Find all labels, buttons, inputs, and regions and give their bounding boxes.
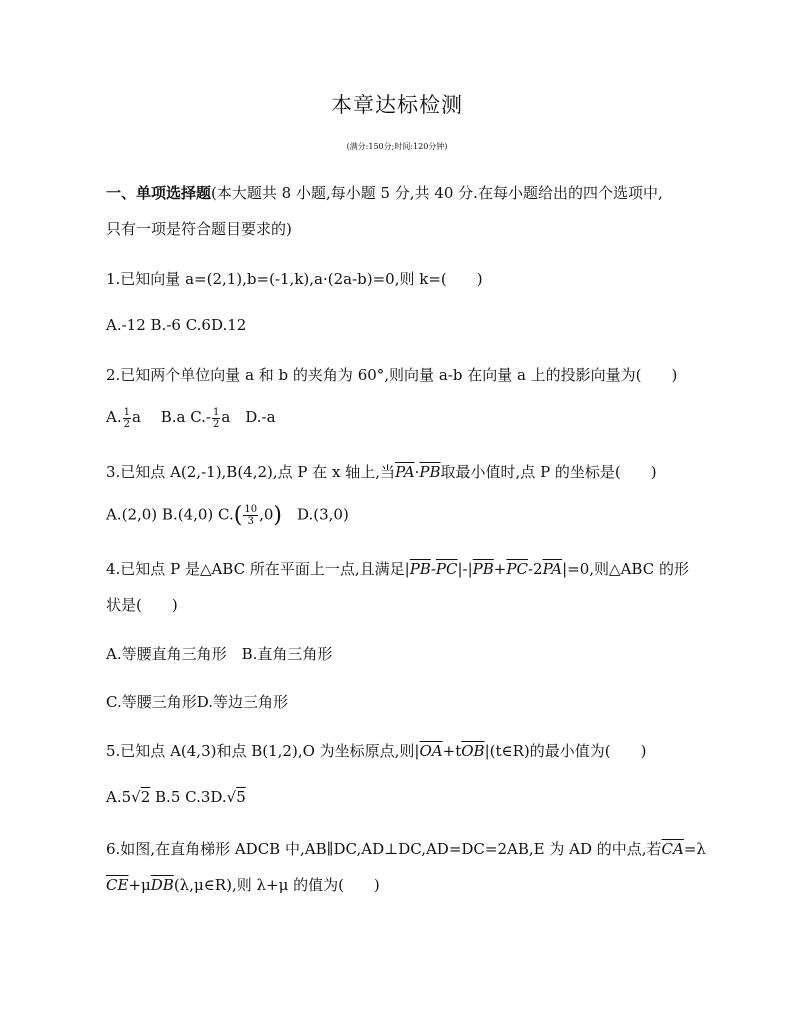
vector-pb: $\overline{PB}$ bbox=[472, 560, 494, 578]
fraction bbox=[243, 504, 258, 527]
fraction-numerator: 10 bbox=[244, 504, 258, 515]
open-paren: ( bbox=[233, 503, 243, 528]
vector-pc: $\overline{PC}$ bbox=[435, 560, 458, 578]
q6-stem-pre: 6.如图,在直角梯形 ADCB 中,AB∥DC,AD⊥DC,AD=DC=2AB,E 为 AD 的中点,若 bbox=[106, 840, 662, 858]
page-title: 本章达标检测 bbox=[331, 93, 463, 117]
dot-operator: · bbox=[414, 463, 420, 481]
vector-db: $\overline{DB}$ bbox=[150, 876, 174, 894]
section-intro-cont: 只有一项是符合题目要求的) bbox=[106, 220, 292, 238]
q5-opt-mid: B.5 C.3D. bbox=[150, 788, 227, 806]
vector-ce: $\overline{CE}$ bbox=[106, 876, 129, 894]
plus-t: +t bbox=[442, 742, 462, 760]
q2-opt-d: a D.-a bbox=[221, 408, 276, 426]
question-4-options-2: C.等腰三角形D.等边三角形 bbox=[106, 693, 288, 711]
sqrt-symbol: √ bbox=[226, 788, 237, 806]
fraction-numerator: 1 bbox=[123, 406, 130, 418]
question-4-stem bbox=[106, 558, 689, 579]
question-1-stem: 1.已知向量 a=(2,1),b=(-1,k),a·(2a-b)=0,则 k=( ) bbox=[106, 270, 483, 288]
question-5-stem bbox=[106, 740, 646, 761]
sqrt-symbol: √ bbox=[131, 788, 141, 806]
question-2-stem: 2.已知两个单位向量 a 和 b 的夹角为 60°,则向量 a-b 在向量 a 上的投影向量为( ) bbox=[106, 366, 678, 384]
minus-operator: - bbox=[430, 560, 436, 578]
q2-opt-b: a B.a C.- bbox=[131, 408, 211, 426]
minus-operator: -2 bbox=[527, 560, 543, 578]
q5-opt-a: A.5 bbox=[106, 788, 132, 806]
q3-stem-pre: 3.已知点 A(2,-1),B(4,2),点 P 在 x 轴上,当 bbox=[106, 463, 396, 481]
question-6-stem-cont bbox=[106, 874, 380, 895]
section-intro: (本大题共 8 小题,每小题 5 分,共 40 分.在每小题给出的四个选项中, bbox=[211, 184, 663, 202]
fraction-denominator: 3 bbox=[247, 516, 254, 527]
vector-pa: $\overline{PA}$ bbox=[395, 463, 415, 481]
vector-pb: $\overline{PB}$ bbox=[409, 560, 431, 578]
fraction-denominator: 2 bbox=[212, 418, 220, 430]
q5-stem-post: |(t∈R)的最小值为( ) bbox=[484, 742, 647, 760]
question-2-options bbox=[106, 406, 276, 430]
question-4-stem-cont: 状是( ) bbox=[106, 596, 178, 614]
vector-ca: $\overline{CA}$ bbox=[661, 840, 684, 858]
abs-separator: |-| bbox=[457, 560, 473, 578]
q3-opt-post: D.(3,0) bbox=[282, 505, 349, 524]
radicand: 5 bbox=[236, 788, 246, 806]
q3-opt-mid: ,0 bbox=[259, 505, 274, 524]
plus-operator: + bbox=[493, 560, 507, 578]
vector-pa: $\overline{PA}$ bbox=[542, 560, 563, 578]
q6-stem-post: (λ,μ∈R),则 λ+μ 的值为( ) bbox=[173, 876, 380, 894]
fraction-numerator: 1 bbox=[212, 406, 220, 418]
section-heading-line bbox=[106, 182, 663, 203]
q5-stem-pre: 5.已知点 A(4,3)和点 B(1,2),O 为坐标原点,则| bbox=[106, 742, 420, 760]
close-paren: ) bbox=[273, 503, 282, 528]
q3-opt-pre: A.(2,0) B.(4,0) C. bbox=[106, 505, 234, 524]
section-heading: 一、单项选择题 bbox=[106, 184, 212, 202]
fraction bbox=[212, 407, 220, 430]
q3-stem-post: 取最小值时,点 P 的坐标是( ) bbox=[440, 463, 657, 481]
q4-stem-post: |=0,则△ABC 的形 bbox=[562, 560, 689, 578]
q2-opt-a-prefix: A. bbox=[106, 408, 122, 426]
question-6-stem bbox=[106, 838, 706, 859]
question-3-stem bbox=[106, 461, 657, 482]
vector-ob: $\overline{OB}$ bbox=[461, 742, 485, 760]
question-1-options: A.-12 B.-6 C.6D.12 bbox=[106, 316, 247, 334]
question-5-options bbox=[106, 788, 246, 806]
question-4-options-1: A.等腰直角三角形 B.直角三角形 bbox=[106, 645, 333, 663]
exam-info: (满分:150分;时间:120分钟) bbox=[346, 142, 448, 151]
eq-lambda: =λ bbox=[683, 840, 706, 858]
question-3-options bbox=[106, 503, 349, 528]
vector-oa: $\overline{OA}$ bbox=[419, 742, 443, 760]
plus-mu: +μ bbox=[128, 876, 151, 894]
q4-stem-pre: 4.已知点 P 是△ABC 所在平面上一点,且满足| bbox=[106, 560, 410, 578]
vector-pc: $\overline{PC}$ bbox=[506, 560, 528, 578]
fraction-denominator: 2 bbox=[123, 418, 130, 430]
fraction bbox=[123, 407, 131, 430]
radicand: 2 bbox=[140, 788, 151, 806]
vector-pb: $\overline{PB}$ bbox=[419, 463, 441, 481]
